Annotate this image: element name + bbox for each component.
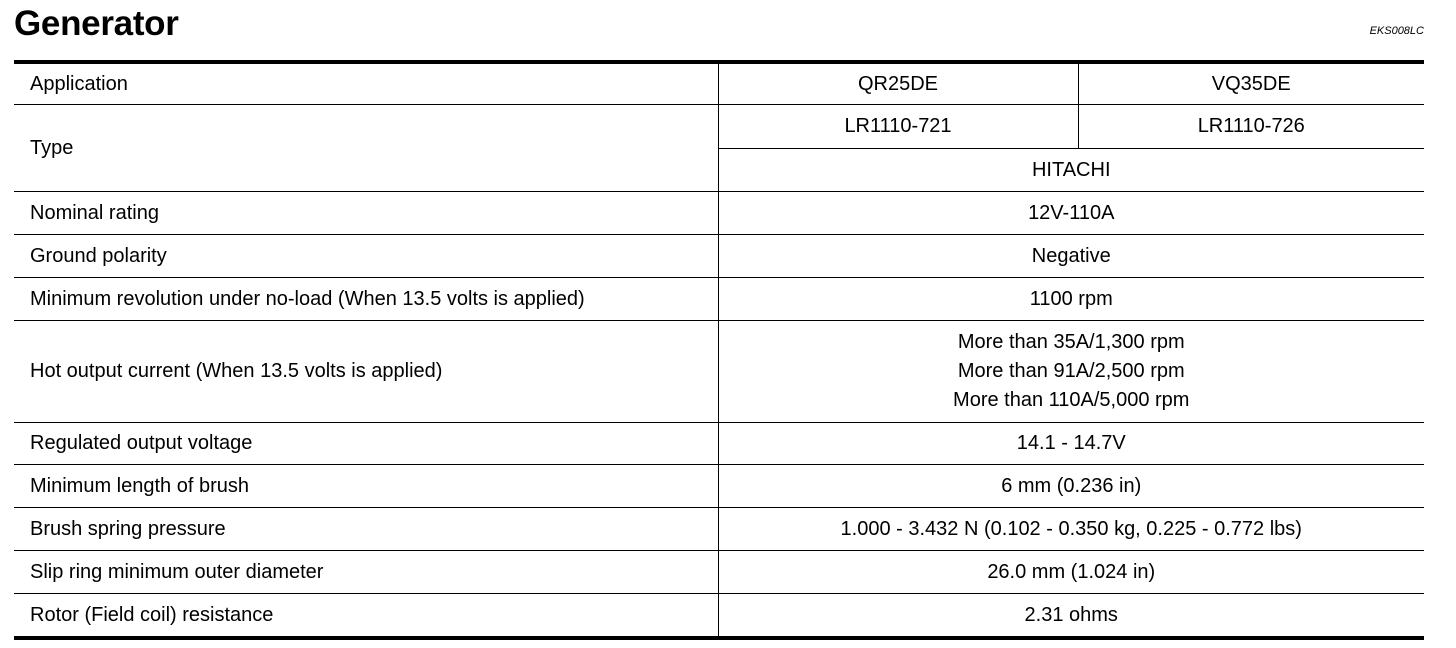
ground-polarity-value: Negative — [718, 234, 1424, 277]
minimum-revolution-value: 1100 rpm — [718, 277, 1424, 320]
application-qr25de: QR25DE — [718, 62, 1078, 104]
minimum-brush-length-label: Minimum length of brush — [14, 464, 718, 507]
row-minimum-brush-length — [14, 464, 1424, 507]
document-code: EKS008LC — [1369, 25, 1424, 37]
row-minimum-revolution — [14, 277, 1424, 320]
slip-ring-diameter-label: Slip ring minimum outer diameter — [14, 550, 718, 593]
generator-spec-table — [14, 60, 1424, 640]
hot-output-value-2: More than 91A/2,500 rpm — [957, 359, 1185, 382]
row-application — [14, 62, 1424, 104]
row-hot-output-current — [14, 320, 1424, 422]
rotor-resistance-label: Rotor (Field coil) resistance — [14, 593, 718, 638]
ground-polarity-label: Ground polarity — [14, 234, 718, 277]
hot-output-value-3: More than 110A/5,000 rpm — [953, 388, 1190, 411]
row-ground-polarity — [14, 234, 1424, 277]
row-type — [14, 104, 1424, 148]
minimum-revolution-label: Minimum revolution under no-load (When 13.5 volts is applied) — [14, 277, 718, 320]
page-title: Generator — [14, 4, 179, 43]
type-label: Type — [14, 104, 718, 191]
row-regulated-output-voltage — [14, 422, 1424, 464]
manufacturer-value: HITACHI — [718, 148, 1424, 191]
regulated-output-voltage-label: Regulated output voltage — [14, 422, 718, 464]
type-qr25de: LR1110-721 — [718, 104, 1078, 148]
hot-output-current-label: Hot output current (When 13.5 volts is applied) — [14, 320, 718, 422]
hot-output-value-1: More than 35A/1,300 rpm — [957, 330, 1185, 353]
hot-output-current-values — [718, 320, 1424, 422]
brush-spring-pressure-value: 1.000 - 3.432 N (0.102 - 0.350 kg, 0.225 - 0.772 lbs) — [718, 507, 1424, 550]
application-vq35de: VQ35DE — [1078, 62, 1424, 104]
slip-ring-diameter-value: 26.0 mm (1.024 in) — [718, 550, 1424, 593]
rotor-resistance-value: 2.31 ohms — [718, 593, 1424, 638]
row-slip-ring-diameter — [14, 550, 1424, 593]
nominal-rating-value: 12V-110A — [718, 191, 1424, 234]
row-nominal-rating — [14, 191, 1424, 234]
brush-spring-pressure-label: Brush spring pressure — [14, 507, 718, 550]
regulated-output-voltage-value: 14.1 - 14.7V — [718, 422, 1424, 464]
row-brush-spring-pressure — [14, 507, 1424, 550]
nominal-rating-label: Nominal rating — [14, 191, 718, 234]
minimum-brush-length-value: 6 mm (0.236 in) — [718, 464, 1424, 507]
row-rotor-resistance — [14, 593, 1424, 638]
type-vq35de: LR1110-726 — [1078, 104, 1424, 148]
application-label: Application — [14, 62, 718, 104]
